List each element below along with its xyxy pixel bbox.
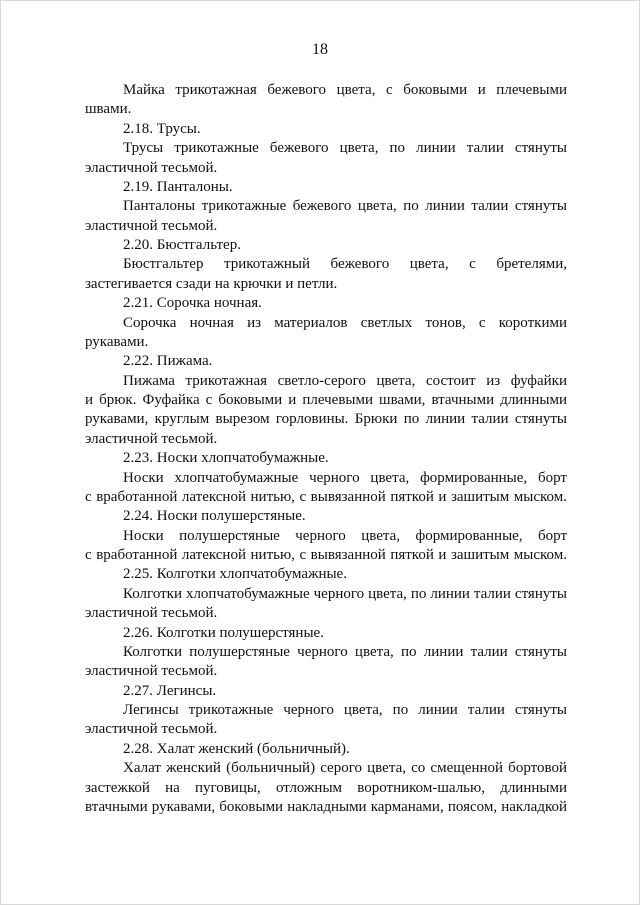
- text-line: 2.27. Легинсы.: [123, 682, 217, 699]
- text-line: Трусы трикотажные бежевого цвета, по линии талии стянуты: [123, 140, 567, 157]
- text-line: эластичной тесьмой.: [85, 159, 218, 176]
- text-line: Панталоны трикотажные бежевого цвета, по линии талии стянуты: [123, 198, 567, 215]
- text-line: эластичной тесьмой.: [85, 721, 218, 738]
- text-line: эластичной тесьмой.: [85, 663, 218, 680]
- text-line: Сорочка ночная из материалов светлых тонов, с короткими: [123, 314, 567, 331]
- text-line: Колготки полушерстяные черного цвета, по линии талии стянуты: [123, 643, 567, 660]
- text-line: 2.24. Носки полушерстяные.: [123, 508, 306, 525]
- text-line: рукавами, круглым вырезом горловины. Брюки по линии талии стянуты: [85, 411, 567, 428]
- text-line: 2.22. Пижама.: [123, 353, 213, 370]
- text-line: с вработанной латексной нитью, с вывязанной пяткой и зашитым мыском.: [85, 547, 567, 563]
- text-line: 2.21. Сорочка ночная.: [123, 295, 262, 312]
- text-line: застежкой на пуговицы, отложным воротником-шалью, длинными: [85, 779, 567, 796]
- text-line: эластичной тесьмой.: [85, 605, 218, 622]
- text-line: 2.18. Трусы.: [123, 120, 201, 137]
- text-line: Халат женский (больничный) серого цвета, со смещенной бортовой: [123, 760, 567, 777]
- text-line: 2.28. Халат женский (больничный).: [123, 740, 350, 757]
- text-line: Бюстгальтер трикотажный бежевого цвета, с бретелями,: [123, 256, 567, 273]
- text-line: 2.25. Колготки хлопчатобумажные.: [123, 566, 347, 583]
- text-line: рукавами.: [85, 333, 149, 350]
- page-number: 18: [312, 41, 328, 58]
- text-line: и брюк. Фуфайка с боковыми и плечевыми швами, втачными длинными: [85, 392, 567, 408]
- text-line: Носки полушерстяные черного цвета, формированные, борт: [123, 527, 567, 544]
- text-line: швами.: [85, 101, 132, 118]
- text-line: застегивается сзади на крючки и петли.: [85, 275, 338, 292]
- text-line: Колготки хлопчатобумажные черного цвета, по линии талии стянуты: [123, 585, 567, 602]
- text-line: Носки хлопчатобумажные черного цвета, формированные, борт: [123, 469, 567, 486]
- text-line: эластичной тесьмой.: [85, 430, 218, 447]
- text-line: втачными рукавами, боковыми накладными карманами, поясом, накладкой: [85, 798, 567, 815]
- text-line: эластичной тесьмой.: [85, 217, 218, 234]
- text-line: 2.26. Колготки полушерстяные.: [123, 624, 324, 641]
- text-line: Майка трикотажная бежевого цвета, с боковыми и плечевыми: [123, 82, 567, 98]
- text-line: 2.20. Бюстгальтер.: [123, 237, 241, 253]
- text-line: Легинсы трикотажные черного цвета, по линии талии стянуты: [123, 702, 567, 718]
- text-line: Пижама трикотажная светло-серого цвета, состоит из фуфайки: [123, 372, 567, 389]
- document-body: [85, 81, 567, 817]
- text-line: с вработанной латексной нитью, с вывязанной пяткой и зашитым мыском.: [85, 488, 567, 505]
- text-line: 2.23. Носки хлопчатобумажные.: [123, 450, 329, 467]
- text-line: 2.19. Панталоны.: [123, 178, 233, 195]
